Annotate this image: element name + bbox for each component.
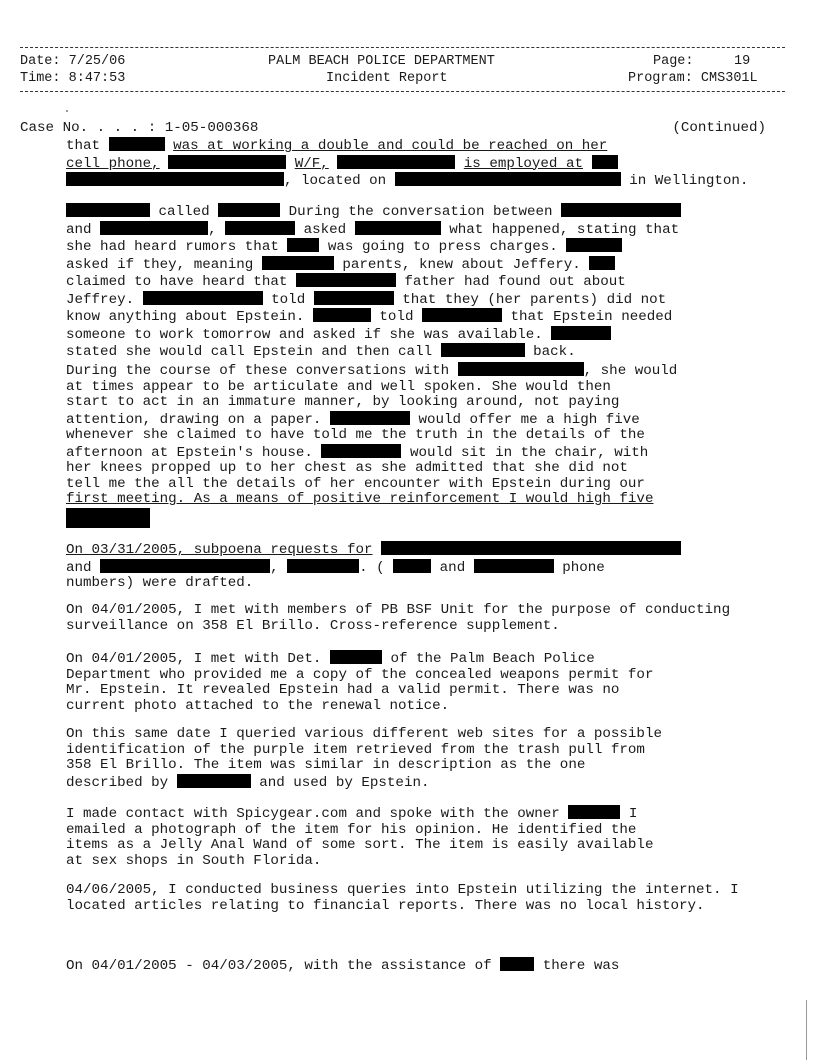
redaction — [381, 541, 681, 555]
case-continued: (Continued) — [672, 120, 766, 136]
redaction — [568, 805, 620, 819]
redaction — [355, 221, 441, 235]
redaction — [330, 411, 410, 425]
redaction — [474, 559, 554, 573]
redaction — [66, 508, 150, 528]
redaction — [561, 203, 681, 217]
paragraph-6: On 04/01/2005, I met with Det. of the Palm Beach Police Department who provided me a copy of the concealed weapons permit for Mr. Epstein. It revealed Epstein had a valid permit. There was no current photo attached to the renewal notice. — [66, 651, 654, 714]
redaction — [100, 559, 270, 573]
redaction — [143, 291, 263, 305]
redaction — [225, 221, 295, 235]
redaction — [66, 203, 150, 217]
paragraph-5: On 04/01/2005, I met with members of PB BSF Unit for the purpose of conducting surveillance on 358 El Brillo. Cross-reference supplement. — [66, 602, 731, 634]
header-bottom-rule — [20, 91, 785, 92]
header-date: Date: 7/25/06 — [20, 54, 126, 69]
redaction — [262, 256, 334, 270]
redaction — [589, 256, 615, 270]
redaction — [314, 291, 394, 305]
redaction — [177, 774, 251, 788]
paragraph-1: that was at working a double and could be reached on her cell phone, W/F, is employed at , located on in Wellington. — [66, 138, 749, 189]
paragraph-4: On 03/31/2005, subpoena requests for and , . ( and phone numbers) were drafted. — [66, 541, 756, 592]
header-time: Time: 8:47:53 — [20, 71, 126, 86]
header-department: PALM BEACH POLICE DEPARTMENT — [268, 54, 495, 69]
header-program: Program: CMS301L — [628, 71, 758, 86]
redaction — [500, 957, 534, 971]
redaction — [100, 221, 208, 235]
paragraph-8: I made contact with Spicygear.com and spoke with the owner I emailed a photograph of the item for his opinion. He identified the items as a Jelly Anal Wand of some sort. The item is easily available at sex shops in South Florida. — [66, 806, 654, 869]
redaction — [592, 155, 618, 169]
paragraph-3: During the course of these conversations with , she would at times appear to be articulate and well spoken. She would then start to act in an immature manner, by looking around, not paying attention, drawing on a paper. would offer me a high five whenever she claimed to have told me the truth in the details of the afternoon at Epstein's house. would sit in the chair, with her knees propped up to her chest as she admitted that she did not tell me the all the details of her encounter with Epstein during our first meeting. As a means of positive reinforcement I would high five — [66, 362, 756, 531]
redaction — [422, 308, 502, 322]
header-report-type: Incident Report — [326, 71, 448, 86]
header-top-rule — [20, 47, 785, 48]
redaction — [566, 238, 622, 252]
paragraph-2: called During the conversation between and , asked what happened, stating that she had heard rumors that was going to press charges. asked if they, meaning parents, knew about Jeffery. claimed to have heard that father had found out about Jeffrey. told that they (her parents) did not know anything about Epstein. told that Epstein needed someone to work tomorrow and asked if she was available. stated she would call Epstein and then call back. — [66, 204, 680, 360]
redaction — [66, 172, 284, 186]
case-number-line: Case No. . . . : 1-05-000368 — [20, 120, 259, 136]
redaction — [393, 559, 431, 573]
redaction — [218, 203, 280, 217]
redaction — [337, 155, 455, 169]
header-page: Page: 19 — [653, 54, 751, 69]
redaction — [313, 308, 371, 322]
redaction — [321, 444, 401, 458]
redaction — [330, 650, 382, 664]
redaction — [296, 273, 396, 287]
redaction — [109, 137, 165, 151]
scan-edge-line — [806, 1000, 807, 1060]
scan-speck — [66, 110, 68, 112]
paragraph-9: 04/06/2005, I conducted business queries into Epstein utilizing the internet. I located articles relating to financial reports. There was no local history. — [66, 882, 739, 914]
redaction — [458, 362, 584, 376]
paragraph-7: On this same date I queried various different web sites for a possible identification of the purple item retrieved from the trash pull from 358 El Brillo. The item was similar in description as the one described by and used by Epstein. — [66, 726, 662, 791]
redaction — [287, 559, 359, 573]
redaction — [168, 155, 286, 169]
redaction — [441, 343, 525, 357]
redaction — [287, 238, 319, 252]
paragraph-10: On 04/01/2005 - 04/03/2005, with the assistance of there was — [66, 958, 620, 974]
redaction — [551, 326, 611, 340]
redaction — [395, 172, 621, 186]
